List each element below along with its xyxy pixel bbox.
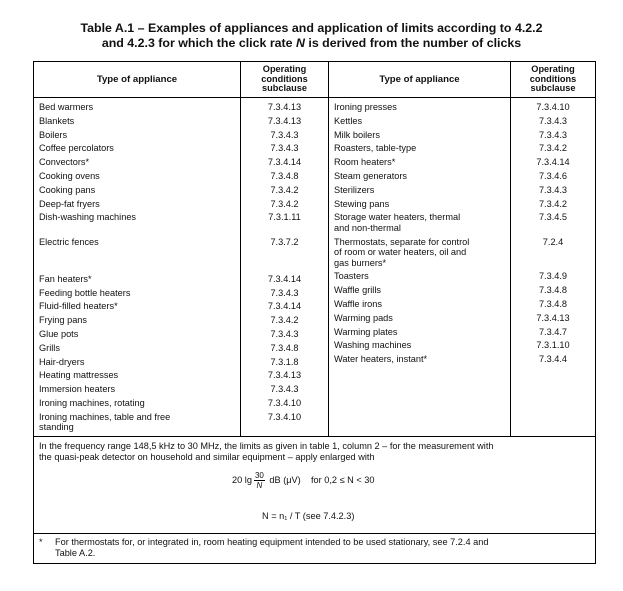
table-row-clause bbox=[511, 116, 595, 127]
subclause-value: 7.3.4.10 bbox=[267, 398, 302, 409]
appliance-name: Electric fences bbox=[39, 237, 99, 248]
table-row-clause bbox=[511, 171, 595, 182]
appliance-name: Ironing machines, rotating bbox=[39, 398, 145, 409]
header-type-right: Type of appliance bbox=[328, 62, 510, 97]
left-clause-column bbox=[240, 98, 328, 436]
header-clause-left-l2: conditions bbox=[261, 73, 308, 84]
note-line-2: the quasi-peak detector on household and similar equipment – apply enlarged with bbox=[39, 452, 375, 462]
subclause-value: 7.3.4.3 bbox=[270, 143, 299, 154]
appliance-name: Boilers bbox=[39, 129, 68, 140]
subclause-value: 7.3.4.2 bbox=[538, 143, 568, 154]
appliance-name: Fan heaters* bbox=[39, 273, 92, 284]
table-row-clause bbox=[511, 340, 595, 351]
table-row-name bbox=[39, 130, 240, 141]
appliance-name: Steam generators bbox=[334, 170, 408, 181]
table-row-clause bbox=[511, 313, 595, 324]
formula-prefix: 20 lg bbox=[232, 474, 252, 485]
appliance-name: Thermostats, separate for control bbox=[334, 236, 470, 247]
subclause-value: 7.3.4.8 bbox=[538, 299, 568, 310]
subclause-value: 7.3.4.14 bbox=[267, 273, 302, 284]
table-row-name bbox=[334, 212, 510, 233]
table-row-name bbox=[39, 329, 240, 340]
footnote-line-1: For thermostats for, or integrated in, room heating equipment intended to be used stationary, see 7.2.4 and bbox=[55, 537, 489, 547]
table-row-clause bbox=[511, 157, 595, 168]
subclause-value: 7.3.4.3 bbox=[270, 329, 299, 340]
table-row-clause bbox=[241, 116, 328, 127]
title-line-1: Table A.1 – Examples of appliances and application of limits according to 4.2.2 bbox=[80, 21, 543, 35]
appliance-name: Room heaters* bbox=[334, 157, 396, 168]
table-row-clause bbox=[511, 285, 595, 296]
appliance-name: of room or water heaters, oil and bbox=[334, 247, 467, 258]
subclause-value: 7.3.4.3 bbox=[538, 115, 568, 126]
subclause-value: 7.3.7.2 bbox=[270, 237, 299, 248]
header-clause-right-l1: Operating bbox=[531, 64, 575, 75]
footnote-line-2: Table A.2. bbox=[55, 548, 96, 558]
subclause-value: 7.3.4.5 bbox=[538, 212, 568, 223]
subclause-value: 7.3.4.7 bbox=[538, 326, 568, 337]
appliance-name: Grills bbox=[39, 342, 60, 353]
appliance-name: Roasters, table-type bbox=[334, 143, 417, 154]
appliance-name: Glue pots bbox=[39, 329, 79, 340]
table-row-name bbox=[334, 327, 510, 338]
appliance-name: Cooking pans bbox=[39, 184, 96, 195]
table-row-clause bbox=[241, 130, 328, 141]
appliance-name: Hair-dryers bbox=[39, 356, 85, 367]
table-row-clause bbox=[511, 354, 595, 365]
subclause-value: 7.3.4.3 bbox=[270, 384, 299, 395]
table-row-clause bbox=[241, 315, 328, 326]
table-row-clause bbox=[241, 185, 328, 196]
table-row-clause bbox=[241, 329, 328, 340]
table-row-clause bbox=[511, 212, 595, 233]
table-row-clause bbox=[241, 212, 328, 223]
footnote-mark: * bbox=[39, 537, 43, 547]
appliance-name: Convectors* bbox=[39, 157, 90, 168]
subclause-value: 7.3.4.3 bbox=[270, 287, 299, 298]
title-line-2-post: is derived from the number of clicks bbox=[304, 36, 522, 50]
header-clause-right bbox=[510, 62, 595, 97]
table-row-clause bbox=[511, 299, 595, 310]
appliance-name: Waffle irons bbox=[334, 299, 382, 310]
table-row-name bbox=[39, 157, 240, 168]
subclause-value: 7.3.4.13 bbox=[536, 312, 570, 323]
subclause-value: 7.3.4.8 bbox=[270, 170, 299, 181]
appliance-name: Deep-fat fryers bbox=[39, 198, 100, 209]
table-row-name bbox=[39, 212, 240, 223]
subclause-value: 7.3.4.3 bbox=[538, 184, 568, 195]
table-row-name bbox=[334, 313, 510, 324]
title-line-2 bbox=[0, 36, 623, 51]
table-row-name bbox=[39, 185, 240, 196]
subclause-value: 7.3.4.14 bbox=[267, 157, 302, 168]
table-row-name bbox=[334, 354, 510, 365]
n-definition: N = n₁ / T (see 7.4.2.3) bbox=[262, 511, 355, 521]
title-line-2-pre: and 4.2.3 for which the click rate bbox=[101, 36, 296, 50]
table-row-clause bbox=[241, 143, 328, 154]
appliance-name: gas burners* bbox=[334, 257, 387, 268]
table-row-clause bbox=[241, 102, 328, 113]
table-row-clause bbox=[241, 171, 328, 182]
appliance-name: Immersion heaters bbox=[39, 384, 116, 395]
fraction-numerator: 30 bbox=[254, 471, 264, 480]
table-row-name bbox=[39, 370, 240, 381]
appliance-name: Dish-washing machines bbox=[39, 212, 137, 223]
appliance-name: Ironing machines, table and free bbox=[39, 411, 171, 422]
appliance-name: Ironing presses bbox=[334, 102, 397, 112]
header-clause-right-l3: subclause bbox=[530, 83, 576, 94]
formula-condition: for 0,2 ≤ N < 30 bbox=[310, 474, 375, 485]
table-title bbox=[0, 21, 623, 51]
title-variable-n: N bbox=[296, 36, 305, 50]
table-row-name bbox=[334, 199, 510, 210]
table-row-clause bbox=[511, 327, 595, 338]
subclause-value: 7.3.4.14 bbox=[536, 157, 570, 168]
subclause-value: 7.3.4.6 bbox=[538, 170, 568, 181]
table-row-name bbox=[39, 384, 240, 395]
table-row-name bbox=[334, 299, 510, 310]
table-row-clause bbox=[511, 185, 595, 196]
appliance-name: standing bbox=[39, 422, 74, 433]
fraction-denominator: N bbox=[256, 481, 263, 490]
subclause-value: 7.3.4.8 bbox=[538, 285, 568, 296]
subclause-value: 7.3.4.9 bbox=[538, 271, 568, 282]
table-row-name bbox=[39, 199, 240, 210]
subclause-value: 7.3.4.2 bbox=[270, 184, 299, 195]
table-row-name bbox=[39, 274, 240, 285]
subclause-value: 7.3.1.8 bbox=[270, 356, 299, 367]
appliance-name: Kettles bbox=[334, 115, 363, 126]
table-row-clause bbox=[241, 343, 328, 354]
table-row-name bbox=[39, 357, 240, 368]
subclause-value: 7.3.4.2 bbox=[270, 315, 299, 326]
table-row-name bbox=[39, 237, 240, 248]
table-row-name bbox=[39, 116, 240, 127]
table-row-clause bbox=[241, 157, 328, 168]
table-row-clause bbox=[511, 130, 595, 141]
appliance-name: Coffee percolators bbox=[39, 143, 114, 154]
header-clause-right-l2: conditions bbox=[529, 73, 577, 84]
table-row-name bbox=[334, 237, 510, 269]
table-row-name bbox=[39, 102, 240, 113]
header-type-left: Type of appliance bbox=[96, 73, 178, 85]
subclause-value: 7.3.1.10 bbox=[536, 340, 570, 351]
appliance-name: Blankets bbox=[39, 115, 75, 126]
appliance-name: Feeding bottle heaters bbox=[39, 287, 131, 298]
subclause-value: 7.3.4.2 bbox=[270, 198, 299, 209]
appliance-name: Frying pans bbox=[39, 315, 88, 326]
table-row-name bbox=[334, 271, 510, 282]
table-row-clause bbox=[511, 271, 595, 282]
appliance-name: Waffle grills bbox=[334, 285, 381, 296]
subclause-value: 7.3.4.10 bbox=[536, 102, 570, 112]
table-row-name bbox=[39, 412, 240, 433]
subclause-value: 7.3.4.3 bbox=[270, 129, 299, 140]
table-row-name bbox=[39, 398, 240, 409]
table-row-name bbox=[39, 288, 240, 299]
subclause-value: 7.3.4.3 bbox=[538, 129, 568, 140]
right-clause-column bbox=[510, 98, 595, 436]
table-row-name bbox=[39, 143, 240, 154]
table-row-clause bbox=[511, 199, 595, 210]
table-row-clause bbox=[241, 412, 328, 433]
table-row-clause bbox=[511, 143, 595, 154]
appliance-name: Warming pads bbox=[334, 312, 393, 323]
header-clause-left-l3: subclause bbox=[262, 83, 307, 94]
appliance-table bbox=[33, 61, 596, 564]
table-row-name bbox=[334, 185, 510, 196]
table-row-clause bbox=[241, 288, 328, 299]
formula-fraction bbox=[254, 471, 265, 490]
subclause-value: 7.3.1.11 bbox=[268, 212, 301, 223]
table-row-name bbox=[39, 171, 240, 182]
footnote bbox=[34, 533, 595, 563]
subclause-value: 7.3.4.14 bbox=[267, 301, 302, 312]
appliance-name: Sterilizers bbox=[334, 184, 375, 195]
table-row-clause bbox=[241, 384, 328, 395]
table-row-name bbox=[334, 130, 510, 141]
appliance-name: Stewing pans bbox=[334, 198, 390, 209]
appliance-name: Cooking ovens bbox=[39, 170, 100, 181]
appliance-name: Fluid-filled heaters* bbox=[39, 301, 118, 312]
frequency-note bbox=[34, 436, 595, 533]
subclause-value: 7.3.4.13 bbox=[267, 370, 302, 381]
table-row-name bbox=[334, 116, 510, 127]
table-row-clause bbox=[241, 301, 328, 312]
table-body bbox=[34, 98, 595, 436]
table-row-name bbox=[334, 157, 510, 168]
table-row-name bbox=[334, 102, 510, 113]
table-row-name bbox=[39, 315, 240, 326]
right-name-column bbox=[328, 98, 510, 436]
subclause-value: 7.3.4.10 bbox=[267, 411, 302, 422]
appliance-name: Warming plates bbox=[334, 326, 398, 337]
table-row-clause bbox=[241, 274, 328, 285]
subclause-value: 7.3.4.13 bbox=[267, 102, 302, 112]
subclause-value: 7.3.4.13 bbox=[267, 115, 302, 126]
appliance-name: Storage water heaters, thermal bbox=[334, 212, 461, 223]
table-row-clause bbox=[241, 370, 328, 381]
left-name-column bbox=[34, 98, 240, 436]
table-row-clause bbox=[511, 102, 595, 113]
table-row-clause bbox=[511, 237, 595, 269]
formula-unit: dB (μV) bbox=[269, 474, 301, 485]
appliance-name: Water heaters, instant* bbox=[334, 354, 428, 365]
limit-formula bbox=[232, 471, 375, 490]
appliance-name: Milk boilers bbox=[334, 129, 380, 140]
table-row-clause bbox=[241, 398, 328, 409]
table-row-clause bbox=[241, 357, 328, 368]
table-row-name bbox=[334, 143, 510, 154]
appliance-name: Bed warmers bbox=[39, 102, 94, 112]
table-row-clause bbox=[241, 199, 328, 210]
header-clause-left-l1: Operating bbox=[262, 64, 307, 75]
note-line-1: In the frequency range 148,5 kHz to 30 MHz, the limits as given in table 1, column 2 – for the measurement with bbox=[39, 441, 494, 451]
table-row-name bbox=[334, 285, 510, 296]
appliance-name: Heating mattresses bbox=[39, 370, 119, 381]
appliance-name: and non-thermal bbox=[334, 222, 401, 233]
table-row-name bbox=[334, 340, 510, 351]
table-row-clause bbox=[241, 237, 328, 248]
table-row-name bbox=[39, 343, 240, 354]
subclause-value: 7.3.4.4 bbox=[538, 354, 568, 365]
header-clause-left bbox=[240, 62, 328, 97]
subclause-value: 7.3.4.8 bbox=[270, 342, 299, 353]
subclause-value: 7.3.4.2 bbox=[538, 198, 568, 209]
appliance-name: Washing machines bbox=[334, 340, 412, 351]
subclause-value: 7.2.4 bbox=[542, 236, 564, 247]
table-row-name bbox=[334, 171, 510, 182]
appliance-name: Toasters bbox=[334, 271, 369, 282]
table-row-name bbox=[39, 301, 240, 312]
table-header bbox=[34, 62, 595, 98]
